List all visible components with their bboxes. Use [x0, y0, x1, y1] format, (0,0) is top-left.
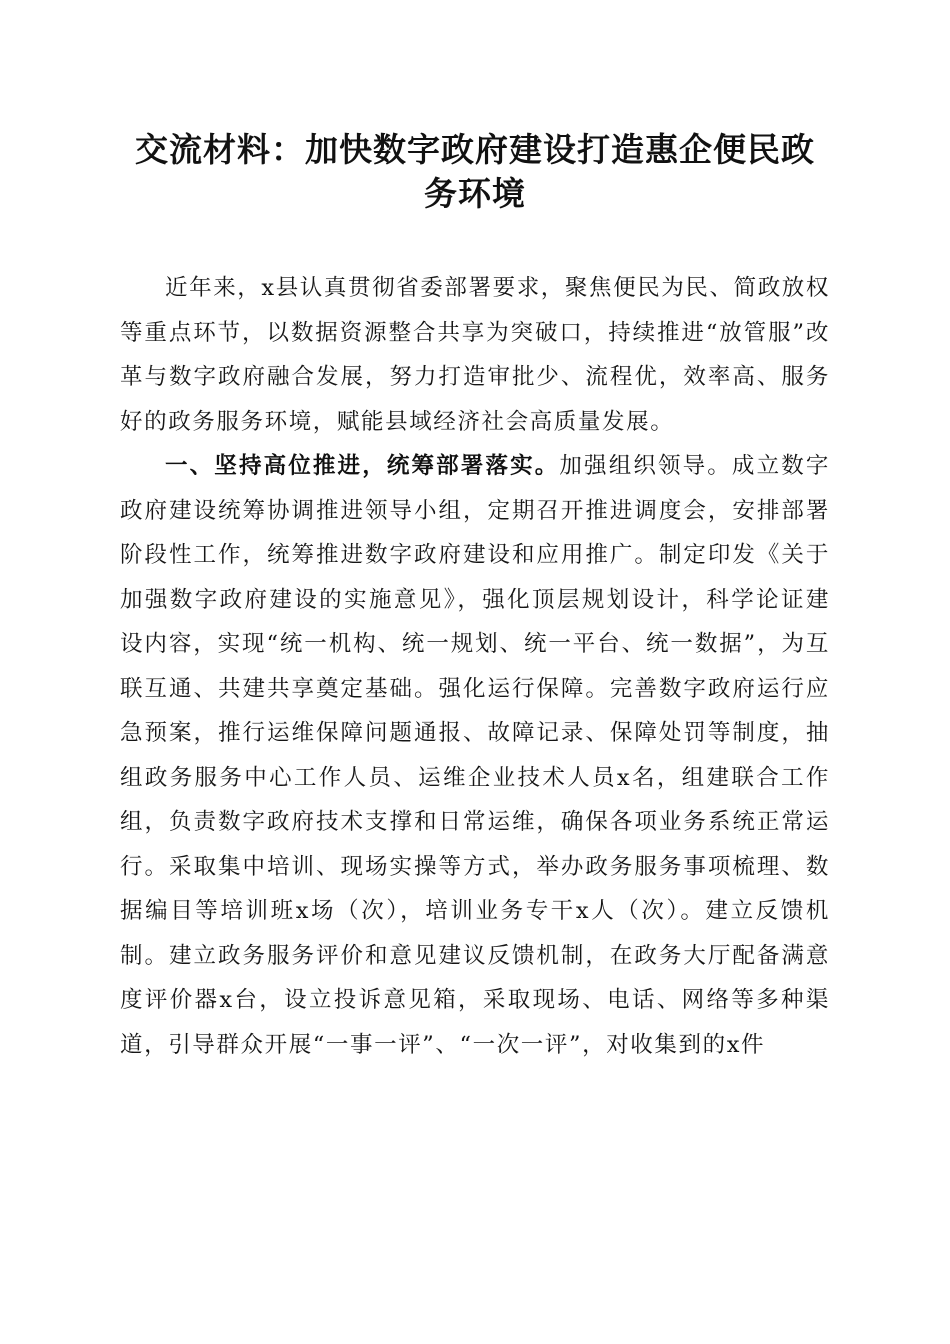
section-one-paragraph [120, 444, 830, 1067]
document-body [120, 266, 830, 1067]
intro-paragraph [120, 266, 830, 444]
paragraph-text: 近年来，x县认真贯彻省委部署要求，聚焦便民为民、简政放权等重点环节，以数据资源整合共享为突破口，持续推进“放管服”改革与数字政府融合发展，努力打造审批少、流程优，效率高、服务好的政务服务环境，赋能县域经济社会高质量发展。 [120, 275, 830, 435]
paragraph-text: 加强组织领导。成立数字政府建设统筹协调推进领导小组，定期召开推进调度会，安排部署阶段性工作，统筹推进数字政府建设和应用推广。制定印发《关于加强数字政府建设的实施意见》，强化顶层规划设计，科学论证建设内容，实现“统一机构、统一规划、统一平台、统一数据”，为互联互通、共建共享奠定基础。强化运行保障。完善数字政府运行应急预案，推行运维保障问题通报、故障记录、保障处罚等制度，抽组政务服务中心工作人员、运维企业技术人员x名，组建联合工作组，负责数字政府技术支撑和日常运维，确保各项业务系统正常运行。采取集中培训、现场实操等方式，举办政务服务事项梳理、数据编目等培训班x场（次），培训业务专干x人（次）。建立反馈机制。建立政务服务评价和意见建议反馈机制，在政务大厅配备满意度评价器x台，设立投诉意见箱，采取现场、电话、网络等多种渠道，引导群众开展“一事一评”、“一次一评”，对收集到的x件 [120, 453, 830, 1058]
section-heading: 一、坚持高位推进，统筹部署落实。 [165, 453, 560, 479]
document-title: 交流材料：加快数字政府建设打造惠企便民政务环境 [135, 130, 815, 213]
